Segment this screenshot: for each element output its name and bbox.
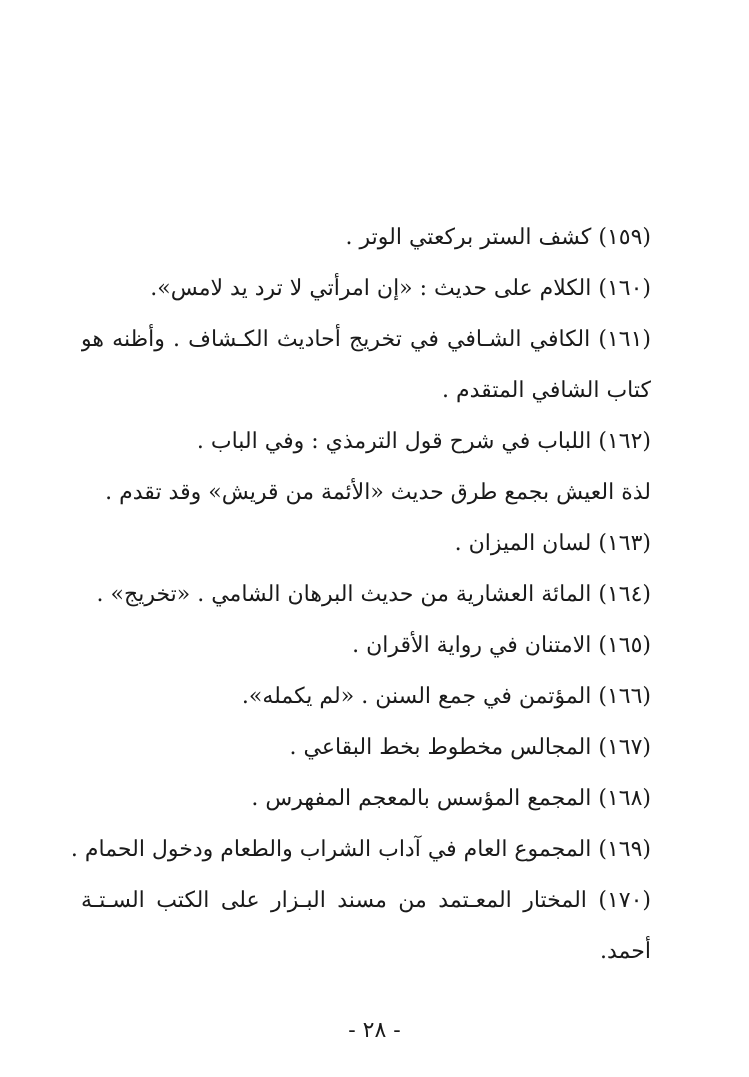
- list-item-161-continuation: كتاب الشافي المتقدم .: [442, 378, 651, 403]
- list-item-166: (١٦٦) المؤتمن في جمع السنن . «لم يكمله».: [241, 684, 651, 709]
- bibliography-list: [70, 212, 651, 977]
- list-item-169: (١٦٩) المجموع العام في آداب الشراب والطعام ودخول الحمام .: [70, 837, 651, 862]
- list-item-168: (١٦٨) المجمع المؤسس بالمعجم المفهرس .: [251, 786, 651, 811]
- list-item-160: (١٦٠) الكلام على حديث : «إن امرأتي لا ترد يد لامس».: [150, 276, 651, 301]
- list-item-159: (١٥٩) كشف الستر بركعتي الوتر .: [345, 225, 651, 250]
- list-item-164: (١٦٤) المائة العشارية من حديث البرهان الشامي . «تخريج» .: [96, 582, 651, 607]
- page-number: - ٢٨ -: [348, 1018, 401, 1043]
- list-item-167: (١٦٧) المجالس مخطوط بخط البقاعي .: [289, 735, 651, 760]
- list-item-170-continuation: أحمد.: [600, 939, 651, 964]
- list-item-165: (١٦٥) الامتنان في رواية الأقران .: [352, 633, 651, 658]
- list-item-162-subtitle: لذة العيش بجمع طرق حديث «الأئمة من قريش» وقد تقدم .: [105, 480, 651, 505]
- list-item-161: (١٦١) الكافي الشـافي في تخريج أحاديث الكـشاف . وأظنه هو: [81, 327, 651, 352]
- list-item-163: (١٦٣) لسان الميزان .: [454, 531, 651, 556]
- list-item-162: (١٦٢) اللباب في شرح قول الترمذي : وفي الباب .: [196, 429, 651, 454]
- list-item-170: (١٧٠) المختار المعـتمد من مسند البـزار على الكتب السـتـة: [81, 888, 651, 913]
